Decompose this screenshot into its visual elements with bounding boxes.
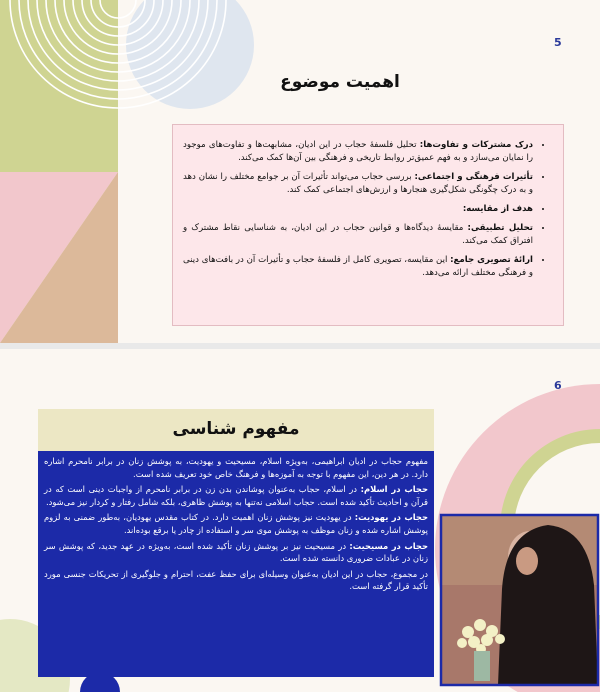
terminology-text-box: [38, 451, 434, 677]
slide-title: مفهوم شناسی: [172, 419, 300, 439]
bullet-item: • درک مشترکات و تفاوت‌ها: تحلیل فلسفهٔ حجاب در این ادیان، مشابهت‌ها و تفاوت‌های موجود را نمایان می‌سازد و به فهم عمیق‌تر روابط تاریخی و فرهنگی بین آن‌ها کمک می‌کند.: [183, 139, 533, 165]
title-box: [38, 409, 434, 451]
paragraph: حجاب در یهودیت: در یهودیت نیز پوشش زنان اهمیت دارد. در کتاب مقدس یهودیان، به‌طور ضمنی به لزوم پوشش اشاره شده و زنان موظف به پوشش موی سر و استفاده از چادر یا برقع بوده‌اند.: [44, 512, 428, 535]
bullet-item: • تحلیل تطبیقی: مقایسهٔ دیدگاه‌ها و قوانین حجاب در این ادیان، به شناسایی نقاط مشترک و افتراق کمک می‌کند.: [183, 222, 533, 248]
paragraph: در مجموع، حجاب در این ادیان به‌عنوان وسیله‌ای برای حفظ عفت، احترام و جلوگیری از تحریکات جنسی مورد تأکید قرار گرفته است.: [44, 568, 428, 592]
slide-6[interactable]: [0, 349, 600, 692]
bullet-item: • تأثیرات فرهنگی و اجتماعی: بررسی حجاب می‌تواند تأثیرات آن بر جوامع مختلف را نشان دهد و به درک چگونگی شکل‌گیری هنجارها و ارزش‌های اجتماعی کمک کند.: [183, 171, 533, 197]
paragraph: حجاب در مسیحیت: در مسیحیت نیز بر پوشش زنان تأکید شده است، به‌ویژه در عهد جدید، که پوشش سر زنان در عبادات ضروری دانسته شده است.: [44, 540, 428, 564]
importance-text-box: [172, 124, 564, 326]
slide-title: اهمیت موضوع: [280, 72, 400, 92]
bullet-item: • ارائهٔ تصویری جامع: این مقایسه، تصویری کامل از فلسفهٔ حجاب و تأثیرات آن در بافت‌های دینی و فرهنگی مختلف ارائه می‌دهد.: [183, 254, 533, 280]
olive-rectangle-shape: [0, 0, 118, 172]
slide-number: 5: [554, 36, 562, 49]
slide-number: 6: [554, 379, 562, 392]
bullet-item: • هدف از مقایسه:: [183, 203, 533, 216]
paragraph: حجاب در اسلام: در اسلام، حجاب به‌عنوان پوشاندن بدن زن در برابر نامحرم از واجبات دینی است که در قرآن و احادیث تأکید شده است. حجاب اسلامی نه‌تنها به پوشش ظاهری، بلکه شامل رفتار و کردار نیز می‌شود.: [44, 484, 428, 507]
slide-5[interactable]: [0, 0, 600, 343]
intro-paragraph: مفهوم حجاب در ادیان ابراهیمی، به‌ویژه اسلام، مسیحیت و یهودیت، به پوشش زنان در برابر نامحرم اشاره دارد. در هر دین، این مفهوم با توجه به آموزه‌ها و فرهنگ خاص خود تعریف شده است.: [44, 456, 428, 479]
woman-in-chador-photo: [441, 515, 598, 685]
